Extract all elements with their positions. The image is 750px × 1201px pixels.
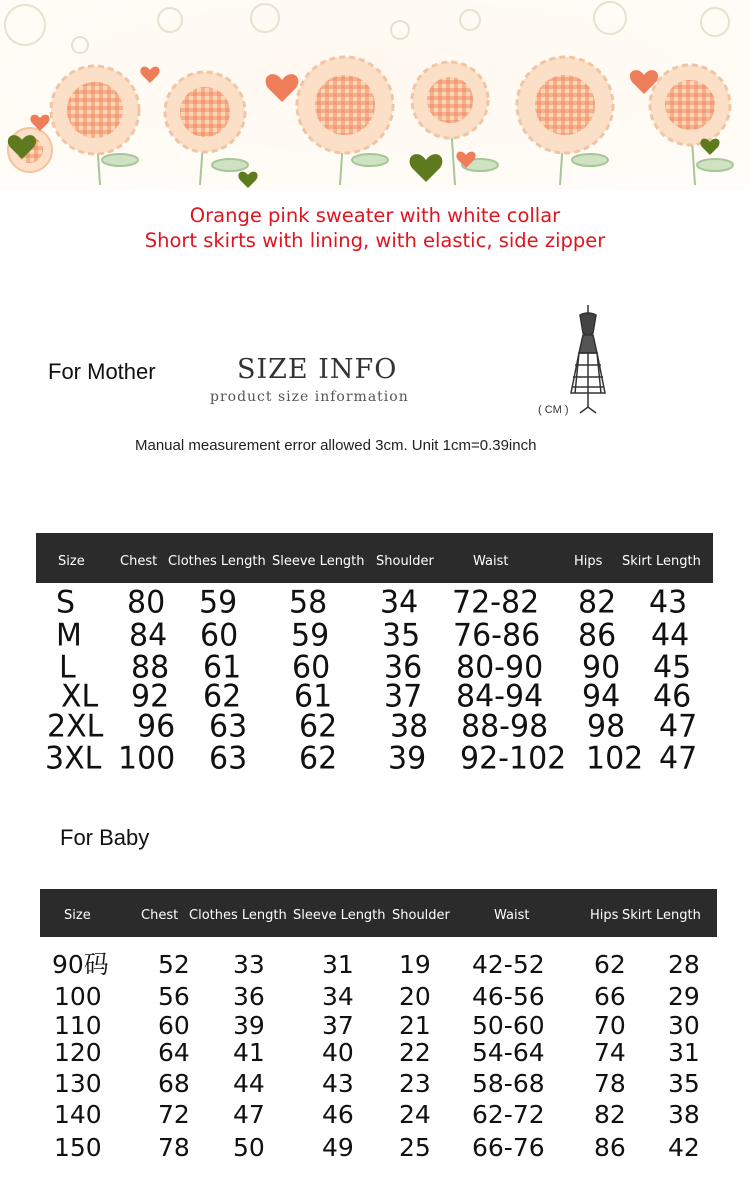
cell-shoulder: 34 [380, 584, 419, 621]
header-chest: Chest [141, 908, 179, 923]
cell-sleeve-length: 62 [299, 740, 338, 777]
cell-shoulder: 25 [399, 1133, 431, 1162]
cell-skirt-length: 38 [668, 1100, 700, 1129]
cell-size: 110 [54, 1011, 102, 1040]
cell-size: 90码 [52, 950, 109, 979]
cell-skirt-length: 31 [668, 1038, 700, 1067]
cell-skirt-length: 35 [668, 1069, 700, 1098]
cell-skirt-length: 28 [668, 950, 700, 979]
cell-chest: 56 [158, 982, 190, 1011]
header-hips: Hips [590, 908, 619, 923]
cell-chest: 84 [129, 617, 168, 654]
size-info-title: SIZE INFO [237, 354, 398, 385]
cell-size: S [56, 584, 76, 621]
cell-chest: 72 [158, 1100, 190, 1129]
cell-skirt-length: 46 [653, 678, 692, 715]
header-sleeve-length: Sleeve Length [293, 908, 386, 923]
mother-section-label: For Mother [48, 359, 156, 384]
cell-clothes-length: 61 [203, 649, 242, 686]
cell-skirt-length: 42 [668, 1133, 700, 1162]
cell-clothes-length: 59 [199, 584, 238, 621]
header-waist: Waist [473, 554, 509, 569]
header-skirt-length: Skirt Length [622, 554, 701, 569]
header-shoulder: Shoulder [376, 554, 434, 569]
cell-sleeve-length: 43 [322, 1069, 354, 1098]
cell-clothes-length: 50 [233, 1133, 265, 1162]
cell-shoulder: 39 [388, 740, 427, 777]
cell-hips: 82 [594, 1100, 626, 1129]
cell-skirt-length: 44 [651, 617, 690, 654]
cell-clothes-length: 47 [233, 1100, 265, 1129]
header-waist: Waist [494, 908, 530, 923]
cell-waist: 66-76 [472, 1133, 545, 1162]
header-clothes-length: Clothes Length [168, 554, 266, 569]
cell-clothes-length: 41 [233, 1038, 265, 1067]
header-size: Size [58, 554, 85, 569]
cell-size: 3XL [45, 740, 102, 777]
cell-size: 100 [54, 982, 102, 1011]
unit-label: ( CM ) [538, 404, 569, 416]
cell-shoulder: 37 [384, 678, 423, 715]
cell-sleeve-length: 60 [292, 649, 331, 686]
cell-shoulder: 23 [399, 1069, 431, 1098]
cell-sleeve-length: 37 [322, 1011, 354, 1040]
cell-hips: 62 [594, 950, 626, 979]
cell-chest: 60 [158, 1011, 190, 1040]
cell-hips: 102 [586, 740, 644, 777]
cell-waist: 84-94 [456, 678, 544, 715]
cell-size: 150 [54, 1133, 102, 1162]
cell-waist: 88-98 [461, 708, 549, 745]
baby-table-header [40, 889, 717, 937]
cell-waist: 58-68 [472, 1069, 545, 1098]
cell-hips: 98 [587, 708, 626, 745]
cell-hips: 86 [578, 617, 617, 654]
cell-waist: 46-56 [472, 982, 545, 1011]
header-sleeve-length: Sleeve Length [272, 554, 365, 569]
cell-size: M [56, 617, 82, 654]
cell-waist: 50-60 [472, 1011, 545, 1040]
cell-skirt-length: 45 [653, 649, 692, 686]
cell-chest: 80 [127, 584, 166, 621]
measurement-note: Manual measurement error allowed 3cm. Unit 1cm=0.39inch [135, 437, 537, 454]
cell-hips: 86 [594, 1133, 626, 1162]
cell-sleeve-length: 40 [322, 1038, 354, 1067]
header-shoulder: Shoulder [392, 908, 450, 923]
cell-size: 130 [54, 1069, 102, 1098]
cell-chest: 64 [158, 1038, 190, 1067]
product-headline [0, 203, 750, 253]
cell-waist: 72-82 [452, 584, 540, 621]
cell-chest: 92 [131, 678, 170, 715]
header-hips: Hips [574, 554, 603, 569]
sunflower-banner [0, 0, 750, 190]
cell-skirt-length: 29 [668, 982, 700, 1011]
cell-clothes-length: 39 [233, 1011, 265, 1040]
cell-shoulder: 35 [382, 617, 421, 654]
cell-chest: 88 [131, 649, 170, 686]
cell-clothes-length: 33 [233, 950, 265, 979]
size-info-logo [210, 354, 440, 405]
cell-shoulder: 19 [399, 950, 431, 979]
header-size: Size [64, 908, 91, 923]
cell-waist: 54-64 [472, 1038, 545, 1067]
cell-clothes-length: 63 [209, 740, 248, 777]
cell-chest: 78 [158, 1133, 190, 1162]
cell-skirt-length: 43 [649, 584, 688, 621]
cell-sleeve-length: 46 [322, 1100, 354, 1129]
cell-clothes-length: 62 [203, 678, 242, 715]
cell-clothes-length: 44 [233, 1069, 265, 1098]
cell-size: 140 [54, 1100, 102, 1129]
cell-clothes-length: 63 [209, 708, 248, 745]
cell-waist: 80-90 [456, 649, 544, 686]
cell-sleeve-length: 49 [322, 1133, 354, 1162]
cell-hips: 82 [578, 584, 617, 621]
cell-skirt-length: 47 [659, 740, 698, 777]
header-clothes-length: Clothes Length [189, 908, 287, 923]
cell-size: XL [61, 678, 99, 715]
cell-waist: 42-52 [472, 950, 545, 979]
cell-waist: 76-86 [453, 617, 541, 654]
cell-sleeve-length: 31 [322, 950, 354, 979]
cell-chest: 100 [118, 740, 176, 777]
mother-table-header [36, 533, 713, 583]
header-skirt-length: Skirt Length [622, 908, 701, 923]
cell-shoulder: 22 [399, 1038, 431, 1067]
cell-waist: 92-102 [460, 740, 567, 777]
cell-hips: 70 [594, 1011, 626, 1040]
baby-section-label: For Baby [60, 825, 150, 850]
cell-shoulder: 21 [399, 1011, 431, 1040]
cell-sleeve-length: 59 [291, 617, 330, 654]
cell-waist: 62-72 [472, 1100, 545, 1129]
cell-sleeve-length: 62 [299, 708, 338, 745]
cell-chest: 52 [158, 950, 190, 979]
cell-size: 2XL [47, 708, 104, 745]
headline-line-2: Short skirts with lining, with elastic, side zipper [144, 229, 606, 252]
size-info-subtitle: product size information [210, 389, 409, 405]
cell-size: 120 [54, 1038, 102, 1067]
cell-skirt-length: 47 [659, 708, 698, 745]
cell-chest: 68 [158, 1069, 190, 1098]
cell-sleeve-length: 34 [322, 982, 354, 1011]
headline-line-1: Orange pink sweater with white collar [189, 204, 561, 227]
cell-sleeve-length: 61 [294, 678, 333, 715]
cell-shoulder: 24 [399, 1100, 431, 1129]
cell-chest: 96 [137, 708, 176, 745]
cell-shoulder: 36 [384, 649, 423, 686]
cell-clothes-length: 36 [233, 982, 265, 1011]
cell-shoulder: 38 [390, 708, 429, 745]
header-chest: Chest [120, 554, 158, 569]
cell-clothes-length: 60 [200, 617, 239, 654]
cell-hips: 66 [594, 982, 626, 1011]
cell-hips: 78 [594, 1069, 626, 1098]
cell-shoulder: 20 [399, 982, 431, 1011]
cell-skirt-length: 30 [668, 1011, 700, 1040]
cell-hips: 74 [594, 1038, 626, 1067]
cell-size: L [59, 649, 76, 686]
cell-sleeve-length: 58 [289, 584, 328, 621]
cell-hips: 90 [582, 649, 621, 686]
cell-hips: 94 [582, 678, 621, 715]
